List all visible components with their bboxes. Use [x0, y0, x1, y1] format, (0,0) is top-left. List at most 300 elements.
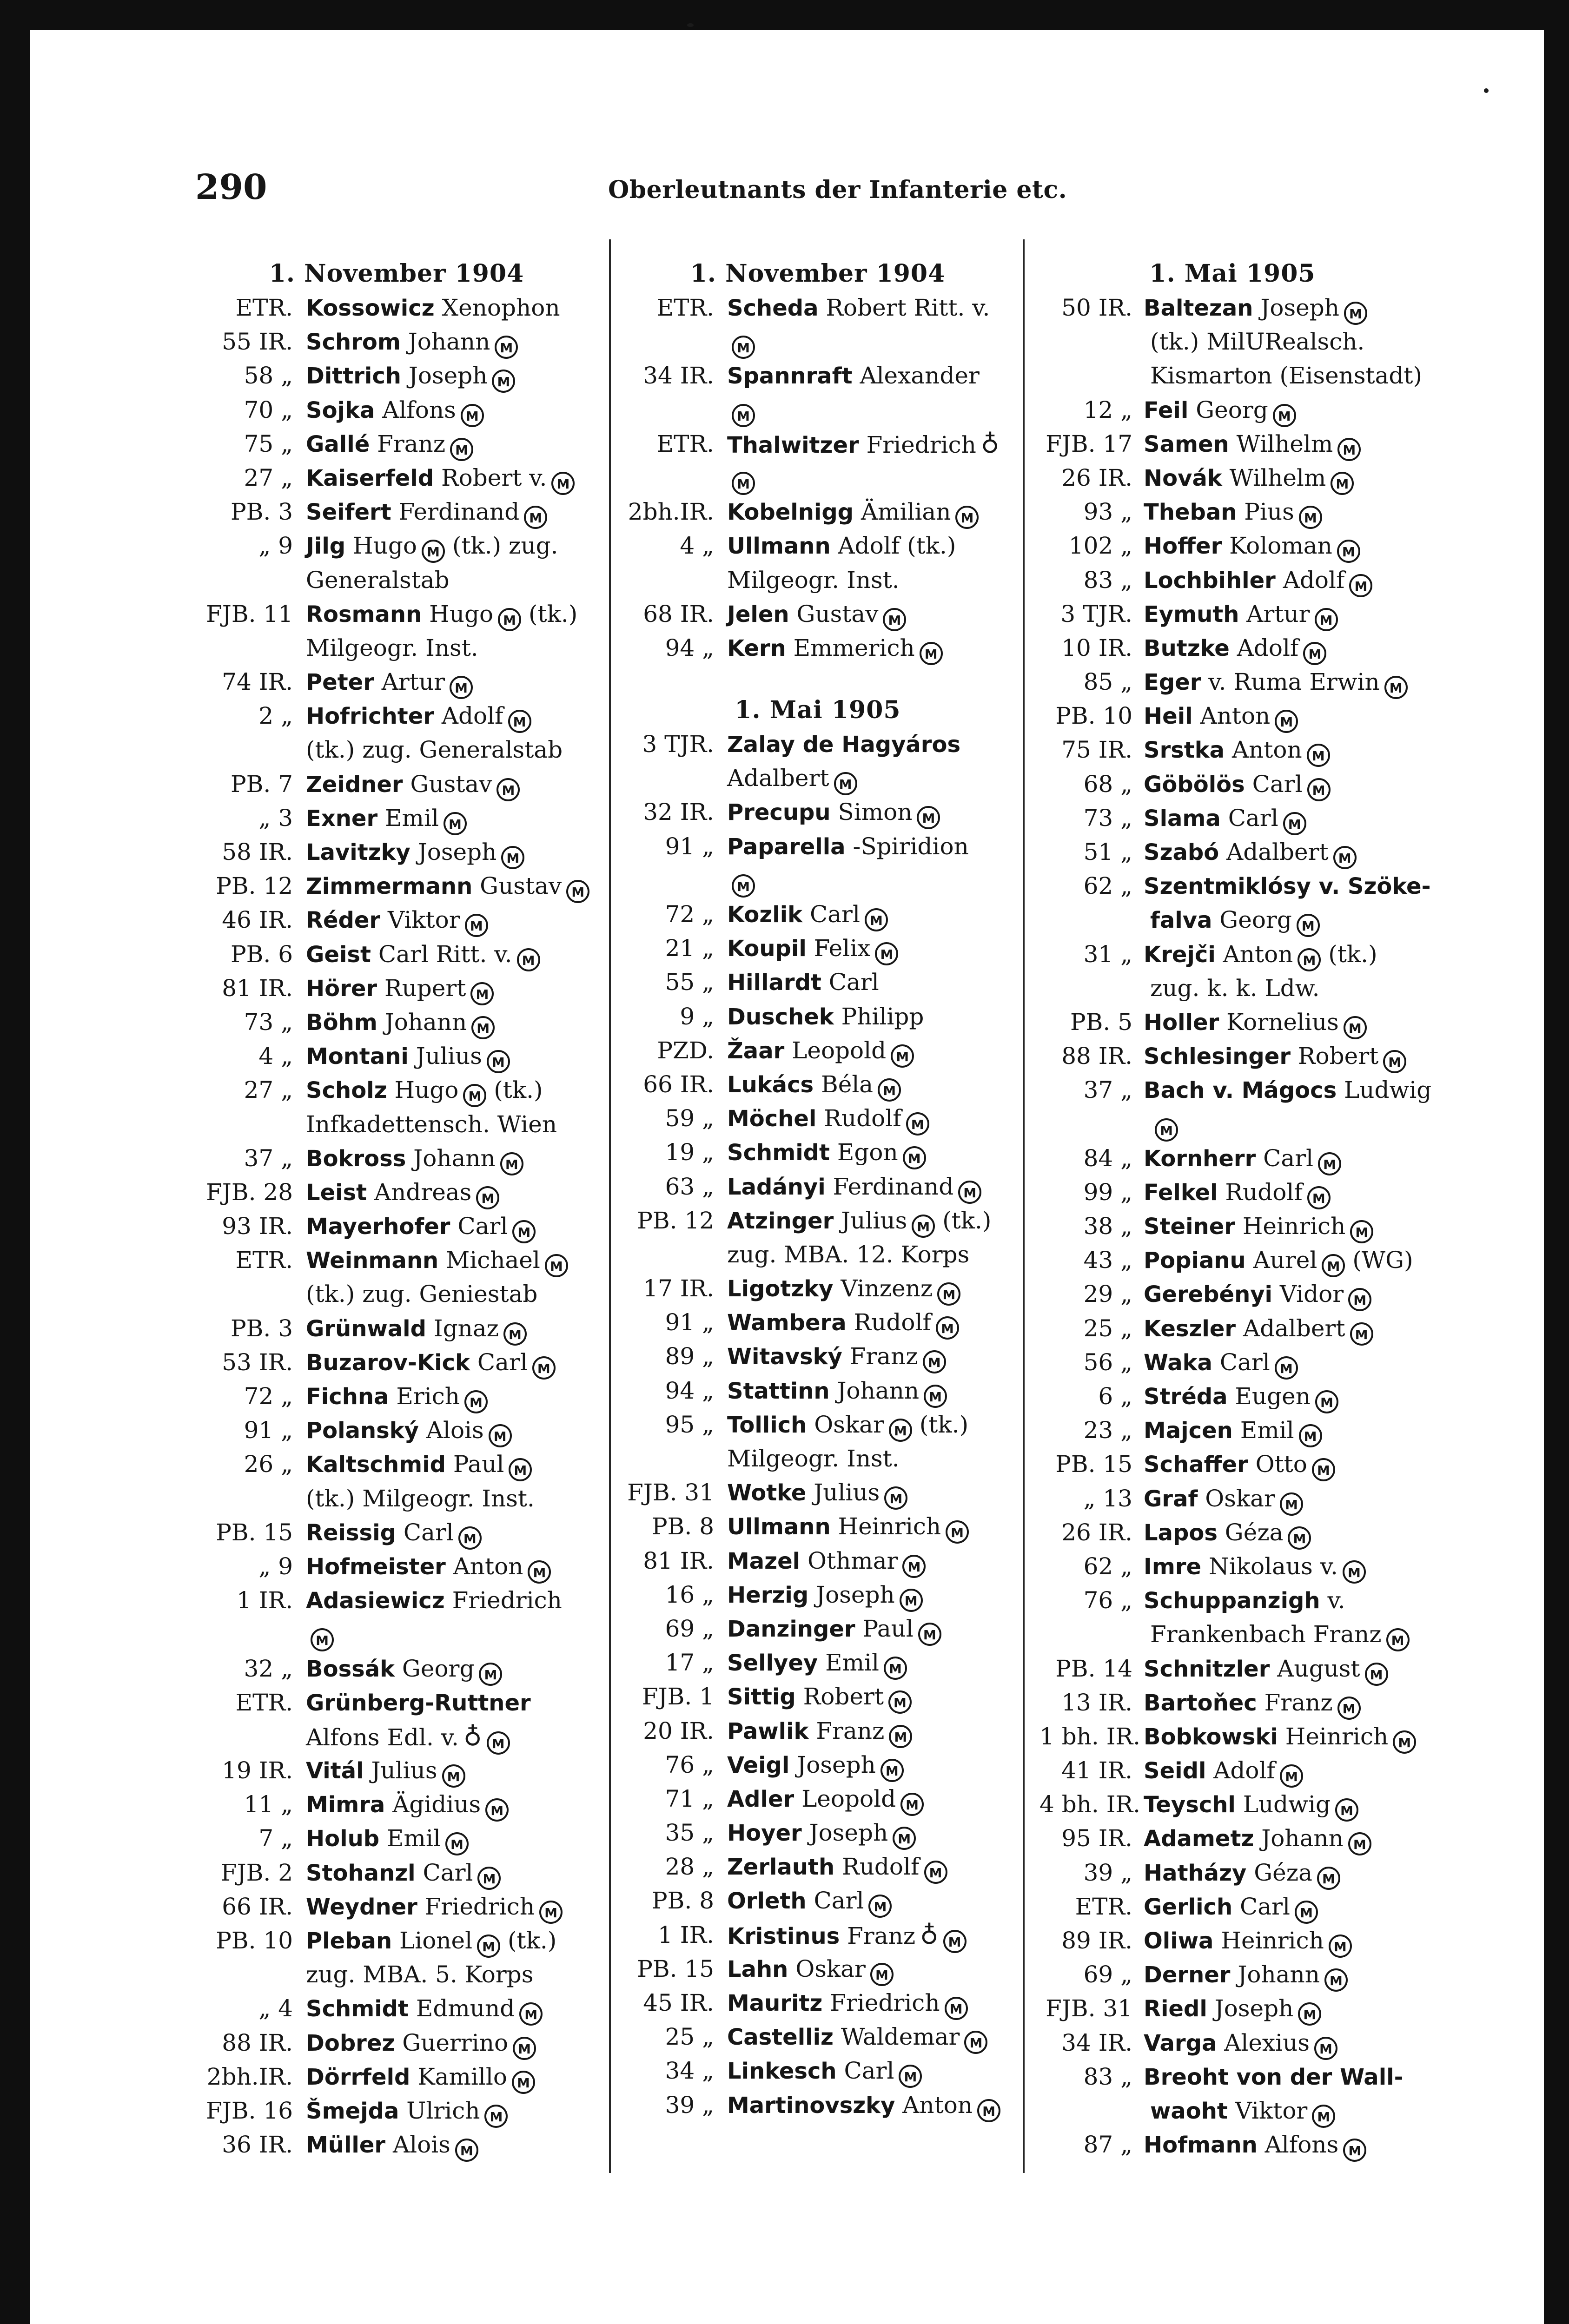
- military-merit-medal-icon: M: [528, 1560, 551, 1584]
- unit-designation: 1 IR.: [237, 1587, 293, 1614]
- entry-text: [727, 761, 1019, 795]
- officer-surname: Holub: [306, 1826, 380, 1852]
- unit-designation: FJB. 28: [206, 1178, 293, 1206]
- military-merit-medal-icon: M: [870, 1963, 894, 1986]
- entry-text: [1150, 359, 1425, 393]
- military-merit-medal-icon: M: [498, 608, 521, 631]
- military-merit-medal-icon: M: [1384, 676, 1408, 699]
- officer-surname: Theban: [1144, 499, 1237, 526]
- military-merit-medal-icon: M: [918, 1623, 941, 1646]
- unit-designation: PB. 12: [637, 1207, 714, 1234]
- officer-given-name: Lionel: [392, 1927, 473, 1954]
- officer-given-name: Ludwig: [1337, 1076, 1432, 1104]
- military-merit-medal-icon: M: [1299, 1424, 1322, 1447]
- officer-entry: [1039, 801, 1425, 835]
- military-merit-medal-icon: M: [1393, 1730, 1416, 1754]
- officer-entry: [616, 1204, 1019, 1238]
- officer-surname: Böhm: [306, 1009, 377, 1036]
- officer-entry: [195, 1447, 598, 1481]
- officer-given-name: August: [1270, 1655, 1360, 1682]
- officer-surname: Stattinn: [727, 1378, 830, 1404]
- officer-given-name: -Spiridion: [845, 832, 969, 860]
- entry-text: [306, 1243, 598, 1278]
- entry-text: [1144, 597, 1425, 632]
- officer-entry: [1039, 869, 1431, 903]
- officer-given-name: Ägidius: [385, 1791, 481, 1818]
- officer-given-name: Carl: [1220, 804, 1278, 832]
- scan-speck: [1484, 88, 1489, 93]
- entry-text: [1144, 1073, 1432, 1108]
- officer-entry: [1039, 1175, 1425, 1209]
- entry-text: [1150, 325, 1425, 359]
- military-merit-medal-icon: M: [1273, 404, 1296, 427]
- entry-text: [727, 1102, 1019, 1136]
- entry-note: (tk.): [1321, 940, 1377, 968]
- officer-surname: Schaffer: [1144, 1452, 1248, 1478]
- entry-continuation: [1039, 325, 1425, 359]
- officer-given-name: Alfons Edl. v.: [306, 1723, 459, 1751]
- officer-surname: Göbölös: [1144, 771, 1245, 798]
- unit-designation: 88 IR.: [222, 2029, 293, 2056]
- entry-text: [306, 699, 598, 733]
- officer-entry: [1039, 767, 1425, 801]
- entry-text: [306, 869, 598, 904]
- officer-surname: Kossowicz: [306, 295, 435, 321]
- entry-text: [1144, 1175, 1425, 1210]
- entry-text: [727, 359, 1019, 393]
- officer-surname: Keszler: [1144, 1315, 1236, 1342]
- officer-surname: Zimmermann: [306, 873, 473, 900]
- military-merit-medal-icon: M: [519, 2002, 543, 2026]
- military-merit-medal-icon: M: [1350, 1322, 1373, 1346]
- entry-text: [1144, 427, 1425, 462]
- entry-text: [727, 1340, 1019, 1374]
- officer-surname: Kaltschmid: [306, 1452, 446, 1478]
- entry-text: [1150, 1108, 1425, 1142]
- military-merit-medal-icon: M: [513, 2037, 536, 2060]
- military-merit-medal-icon: M: [1350, 1220, 1373, 1243]
- entry-continuation: [195, 1108, 598, 1142]
- military-merit-medal-icon: M: [943, 1930, 967, 1953]
- unit-designation: 2bh.IR.: [206, 2063, 293, 2090]
- officer-given-name: Géza: [1217, 1519, 1284, 1546]
- officer-given-name: Julius: [364, 1757, 437, 1784]
- unit-designation: 39 „: [665, 2091, 714, 2119]
- unit-designation: 7 „: [258, 1825, 293, 1852]
- unit-designation: 45 IR.: [643, 1989, 714, 2016]
- entry-text: [1144, 1822, 1425, 1856]
- entry-note: (tk.): [486, 1076, 543, 1104]
- unit-designation: 55 „: [665, 969, 714, 996]
- military-merit-medal-icon: M: [880, 1759, 904, 1782]
- military-merit-medal-icon: M: [1343, 1560, 1366, 1584]
- entry-text: [1144, 1856, 1425, 1890]
- entry-text: [1144, 1243, 1425, 1278]
- entry-text: [1144, 393, 1425, 428]
- officer-surname: Weinmann: [306, 1248, 439, 1274]
- officer-entry: [1039, 631, 1425, 665]
- entry-text: [727, 727, 1019, 762]
- officer-surname: Lukács: [727, 1071, 814, 1098]
- officer-surname: Riedl: [1144, 1996, 1207, 2022]
- entry-text: [1144, 801, 1425, 836]
- officer-given-name: Anton: [1192, 702, 1271, 730]
- page-number: 290: [195, 167, 267, 207]
- entry-continuation: [1039, 1108, 1425, 1142]
- unit-designation: PB. 10: [1055, 702, 1132, 730]
- officer-entry: [1039, 1958, 1425, 1992]
- entry-continuation: [195, 563, 598, 597]
- officer-given-name: Emil: [1232, 1417, 1294, 1444]
- officer-surname: Hofmann: [1144, 2132, 1258, 2159]
- entry-text: [727, 1748, 1019, 1783]
- officer-entry: [1039, 1482, 1425, 1516]
- officer-entry: [195, 1822, 598, 1855]
- officer-entry: [1039, 291, 1425, 325]
- military-merit-medal-icon: M: [732, 472, 755, 495]
- military-merit-medal-icon: M: [1315, 1390, 1338, 1413]
- officer-given-name: Carl: [802, 901, 860, 928]
- military-merit-medal-icon: M: [924, 1385, 947, 1408]
- military-merit-medal-icon: M: [1297, 914, 1320, 937]
- military-merit-medal-icon: M: [834, 772, 857, 795]
- officer-given-name: Carl: [450, 1213, 508, 1240]
- officer-given-name: Anton: [1215, 940, 1293, 968]
- unit-designation: 87 „: [1083, 2131, 1132, 2159]
- officer-given-name: Artur: [374, 668, 445, 696]
- military-merit-medal-icon: M: [1335, 1798, 1358, 1822]
- unit-designation: PB. 7: [231, 770, 293, 798]
- officer-surname: Herzig: [727, 1582, 809, 1608]
- officer-given-name: Ludwig: [1235, 1791, 1331, 1818]
- officer-surname: Weydner: [306, 1894, 417, 1920]
- unit-designation: PB. 3: [231, 498, 293, 526]
- officer-given-name: Joseph: [1207, 1995, 1294, 2022]
- entry-text: [306, 1686, 598, 1720]
- unit-designation: 62 „: [1083, 872, 1132, 900]
- entry-text: [1150, 903, 1425, 938]
- officer-entry: [195, 291, 598, 325]
- unit-designation: „ 4: [258, 1995, 293, 2022]
- military-merit-medal-icon: M: [1344, 302, 1367, 325]
- entry-text: [306, 1992, 598, 2026]
- officer-given-name: Pius: [1237, 498, 1294, 526]
- officer-given-name: Franz: [808, 1717, 885, 1744]
- officer-given-name: Franz: [370, 430, 446, 457]
- officer-entry: [195, 2128, 598, 2162]
- military-merit-medal-icon: M: [450, 676, 473, 699]
- officer-entry: [195, 495, 598, 529]
- entry-text: [1144, 2060, 1425, 2094]
- entry-text: [727, 864, 1019, 898]
- officer-surname: Fichna: [306, 1384, 389, 1410]
- officer-given-name: Carl: [1245, 770, 1303, 798]
- unit-designation: FJB. 2: [220, 1859, 293, 1886]
- officer-given-name: Adalbert: [1236, 1314, 1345, 1342]
- entry-text: [727, 1782, 1019, 1816]
- officer-given-name: v.: [1320, 1587, 1345, 1614]
- officer-given-name: Milgeogr. Inst.: [727, 566, 900, 594]
- officer-given-name: Adolf: [1275, 566, 1345, 594]
- entry-text: [306, 427, 598, 462]
- entry-continuation: [1039, 2094, 1425, 2128]
- unit-designation: PB. 12: [216, 872, 293, 900]
- officer-entry: [1039, 1822, 1425, 1855]
- military-merit-medal-icon: M: [955, 506, 979, 529]
- military-merit-medal-icon: M: [464, 1390, 488, 1413]
- officer-entry: [1039, 563, 1425, 597]
- entry-text: [306, 971, 598, 1006]
- officer-surname: Orleth: [727, 1888, 807, 1915]
- military-merit-medal-icon: M: [1348, 1832, 1371, 1855]
- officer-surname: Stréda: [1144, 1384, 1228, 1410]
- entry-text: [1144, 699, 1425, 733]
- officer-given-name: zug. MBA. 5. Korps: [306, 1961, 534, 1988]
- unit-designation: 32 „: [244, 1655, 293, 1682]
- entry-text: [727, 1000, 1019, 1034]
- unit-designation: ETR.: [235, 294, 293, 321]
- officer-surname: Szabó: [1144, 839, 1219, 865]
- officer-given-name: Adalbert: [727, 765, 829, 792]
- entry-text: [727, 1272, 1019, 1306]
- officer-surname: Precupu: [727, 799, 831, 826]
- officer-surname: Holler: [1144, 1009, 1219, 1036]
- officer-surname: Müller: [306, 2132, 386, 2159]
- military-merit-medal-icon: M: [489, 1424, 512, 1447]
- officer-surname: Bartoňec: [1144, 1690, 1257, 1716]
- entry-text: [306, 1618, 598, 1651]
- officer-surname: Schlesinger: [1144, 1043, 1291, 1070]
- officer-entry: [195, 1209, 598, 1243]
- officer-given-name: Gustav: [403, 770, 492, 798]
- officer-entry: [195, 1652, 598, 1686]
- officer-entry: [1039, 1073, 1432, 1107]
- officer-surname: Seifert: [306, 499, 391, 526]
- officer-surname: Sellyey: [727, 1650, 818, 1677]
- unit-designation: FJB. 31: [1046, 1995, 1132, 2022]
- officer-entry: [195, 971, 598, 1005]
- officer-surname: Teyschl: [1144, 1792, 1236, 1818]
- officer-given-name: Rudolf: [816, 1105, 901, 1132]
- entry-note: (tk.): [900, 532, 956, 560]
- entry-continuation: [195, 1958, 598, 1992]
- officer-surname: Linkesch: [727, 2058, 837, 2085]
- unit-designation: PB. 5: [1070, 1008, 1132, 1036]
- military-merit-medal-icon: M: [1307, 778, 1331, 801]
- officer-entry: [1039, 733, 1425, 767]
- unit-designation: 34 IR.: [643, 362, 714, 390]
- unit-designation: 72 „: [665, 901, 714, 928]
- officer-entry: [1039, 665, 1425, 699]
- officer-given-name: Hugo: [387, 1076, 459, 1104]
- officer-surname: Adasiewicz: [306, 1588, 445, 1614]
- officer-entry: [195, 665, 598, 699]
- officer-given-name: Viktor: [380, 906, 460, 934]
- entry-text: [1144, 1447, 1425, 1482]
- officer-surname: Novák: [1144, 465, 1222, 491]
- entry-continuation: [1039, 1618, 1425, 1651]
- officer-surname: Adametz: [1144, 1826, 1254, 1852]
- entry-text: [1144, 495, 1425, 529]
- officer-entry: [195, 393, 598, 427]
- officer-surname: Mayerhofer: [306, 1214, 450, 1240]
- officer-surname: Szentmiklósy v. Szöke-: [1144, 873, 1431, 900]
- entry-text: [1144, 1890, 1425, 1924]
- unit-designation: 68 „: [1083, 770, 1132, 798]
- officer-entry: [1039, 1788, 1425, 1822]
- officer-surname: Samen: [1144, 431, 1229, 457]
- entry-note: (WG): [1345, 1247, 1413, 1274]
- officer-entry: [616, 1680, 1019, 1714]
- officer-given-name: Julius: [834, 1207, 907, 1234]
- officer-surname: Zalay de Hagyáros: [727, 732, 961, 758]
- officer-entry: [195, 1550, 598, 1584]
- entry-continuation: [616, 864, 1019, 898]
- entry-text: [727, 1986, 1019, 2020]
- officer-given-name: Oskar: [807, 1411, 884, 1438]
- military-merit-medal-icon: M: [1337, 438, 1361, 461]
- entry-continuation: [1039, 971, 1425, 1005]
- entry-text: [727, 1476, 1019, 1510]
- officer-given-name: Emil: [377, 804, 439, 832]
- entry-text: [306, 1312, 598, 1346]
- officer-entry: [195, 427, 598, 461]
- military-merit-medal-icon: M: [476, 1186, 499, 1209]
- officer-entry: [195, 938, 598, 971]
- entry-text: [727, 1680, 1019, 1714]
- officer-surname: Kobelnigg: [727, 499, 854, 526]
- officer-entry: [195, 1516, 598, 1550]
- officer-given-name: Hugo: [345, 532, 417, 560]
- officer-entry: [616, 1374, 1019, 1408]
- military-merit-medal-icon: M: [461, 404, 484, 427]
- officer-given-name: Viktor: [1227, 2097, 1308, 2124]
- unit-designation: 4 „: [680, 532, 714, 560]
- military-merit-medal-icon: M: [1329, 1934, 1352, 1958]
- officer-surname: Pawlik: [727, 1718, 809, 1744]
- officer-given-name: Carl: [836, 2057, 894, 2085]
- entry-text: [306, 1958, 598, 1992]
- military-merit-medal-icon: M: [485, 1798, 509, 1822]
- unit-designation: 76 „: [1083, 1587, 1132, 1614]
- unit-designation: 95 „: [665, 1411, 714, 1438]
- officer-surname: Stohanzl: [306, 1860, 416, 1886]
- running-title: Oberleutnants der Infanterie etc.: [608, 176, 1067, 204]
- officer-surname: Derner: [1144, 1962, 1231, 1988]
- officer-given-name: Kornelius: [1219, 1008, 1339, 1036]
- entry-text: [727, 1170, 1019, 1204]
- officer-entry: [616, 1884, 1019, 1918]
- unit-designation: 31 „: [1083, 940, 1132, 968]
- military-merit-medal-icon: M: [444, 812, 467, 835]
- officer-given-name: Carl Ritt. v.: [371, 940, 512, 968]
- military-merit-medal-icon: M: [484, 2105, 508, 2128]
- officer-given-name: Alfons: [1257, 2131, 1339, 2159]
- military-merit-medal-icon: M: [477, 1867, 501, 1890]
- entry-text: [727, 2054, 1019, 2088]
- military-merit-medal-icon: M: [1307, 744, 1330, 767]
- entry-text: [306, 1856, 598, 1890]
- military-merit-medal-icon: M: [1337, 1697, 1361, 1720]
- unit-designation: ETR.: [656, 430, 714, 457]
- officer-surname: Waka: [1144, 1349, 1212, 1376]
- officer-given-name: Adolf: [830, 532, 900, 560]
- officer-entry: [1039, 495, 1425, 529]
- officer-surname: Jelen: [727, 601, 789, 627]
- military-merit-medal-icon: M: [1386, 1628, 1410, 1651]
- officer-entry: [195, 835, 598, 869]
- entry-text: [1144, 563, 1425, 598]
- officer-surname: Reissig: [306, 1519, 396, 1546]
- military-merit-medal-icon: M: [902, 1555, 926, 1578]
- unit-designation: FJB. 11: [206, 600, 293, 627]
- officer-surname: Spannraft: [727, 363, 853, 390]
- unit-designation: 58 IR.: [222, 838, 293, 865]
- military-merit-medal-icon: M: [1312, 1458, 1335, 1481]
- column-divider: [609, 239, 611, 2173]
- entry-text: [306, 938, 598, 972]
- officer-given-name: Carl: [1256, 1144, 1314, 1172]
- entry-text: [306, 1890, 598, 1924]
- officer-entry: [616, 631, 1019, 665]
- unit-designation: FJB. 16: [206, 2097, 293, 2124]
- entry-text: [1150, 2094, 1425, 2128]
- officer-surname: waoht: [1150, 2098, 1228, 2124]
- entry-text: [727, 1408, 1019, 1442]
- officer-surname: Breoht von der Wall-: [1144, 2064, 1403, 2090]
- officer-surname: Mazel: [727, 1548, 801, 1574]
- unit-designation: ETR.: [235, 1689, 293, 1716]
- officer-given-name: (tk.) zug. Generalstab: [306, 736, 563, 764]
- unit-designation: 25 „: [1083, 1314, 1132, 1342]
- officer-surname: Srstka: [1144, 737, 1225, 764]
- officer-surname: Grünberg-Ruttner: [306, 1690, 531, 1716]
- officer-surname: Kaiserfeld: [306, 465, 434, 491]
- unit-designation: 73 „: [244, 1008, 293, 1036]
- officer-surname: Eymuth: [1144, 601, 1239, 627]
- military-merit-medal-icon: M: [532, 1356, 556, 1380]
- unit-designation: 84 „: [1083, 1144, 1132, 1172]
- officer-surname: Lochbihler: [1144, 567, 1276, 594]
- military-merit-medal-icon: M: [884, 1486, 907, 1510]
- officer-given-name: Franz: [840, 1922, 916, 1949]
- military-merit-medal-icon: M: [1295, 1901, 1318, 1924]
- officer-surname: Mimra: [306, 1792, 385, 1818]
- officer-surname: Martinovszky: [727, 2092, 895, 2119]
- officer-entry: [616, 1272, 1019, 1306]
- military-merit-medal-icon: M: [512, 2071, 535, 2094]
- entry-text: [306, 359, 598, 393]
- officer-entry: [195, 461, 598, 495]
- military-merit-medal-icon: M: [936, 1316, 959, 1340]
- entry-text: [1144, 1992, 1425, 2026]
- entry-text: [727, 931, 1019, 966]
- section-date-heading: 1. Mai 1905: [1149, 259, 1316, 288]
- entry-continuation: [616, 563, 1019, 597]
- unit-designation: 94 „: [665, 634, 714, 661]
- officer-entry: [195, 869, 598, 903]
- military-merit-medal-icon: M: [903, 1146, 926, 1169]
- unit-designation: 76 „: [665, 1751, 714, 1778]
- officer-given-name: Generalstab: [306, 566, 450, 594]
- military-merit-medal-icon: M: [512, 1220, 536, 1243]
- officer-surname: Schmidt: [306, 1996, 409, 2022]
- entry-text: [727, 898, 1019, 932]
- unit-designation: 17 „: [665, 1649, 714, 1677]
- officer-entry: [195, 1686, 598, 1720]
- officer-surname: Steiner: [1144, 1214, 1235, 1240]
- entry-text: [727, 1204, 1019, 1238]
